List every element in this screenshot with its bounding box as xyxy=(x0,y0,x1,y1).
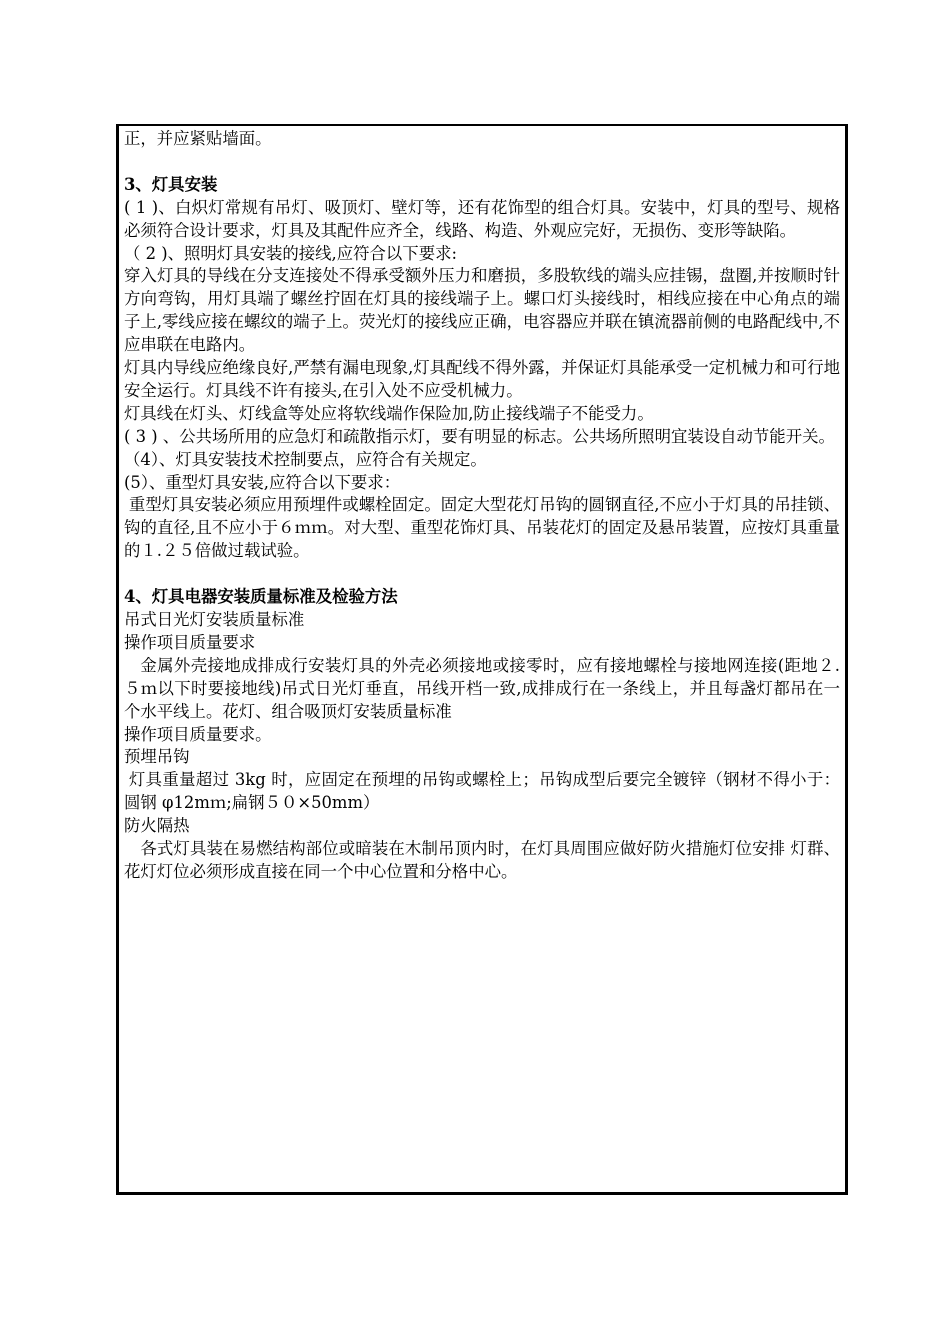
blank-line xyxy=(124,151,840,174)
paragraph: 正，并应紧贴墙面。 xyxy=(124,129,272,148)
paragraph: ( 1 )、白炽灯常规有吊灯、吸顶灯、壁灯等，还有花饰型的组合灯具。安装中，灯具的型号、规格必须符合设计要求，灯具及其配件应齐全，线路、构造、外观应完好，无损伤、变形等缺陷。 xyxy=(124,197,840,240)
paragraph: 操作项目质量要求。 xyxy=(124,724,272,744)
paragraph: 灯具内导线应绝缘良好,严禁有漏电现象,灯具配线不得外露，并保证灯具能承受一定机械力和可行地安全运行。灯具线不许有接头,在引入处不应受机械力。 xyxy=(124,358,840,400)
paragraph: 灯具重量超过 3kg 时，应固定在预埋的吊钩或螺栓上；吊钩成型后要完全镀锌（钢材不得小于：圆钢 φ12mｍ;扁钢５０×50mm） xyxy=(124,770,840,813)
paragraph: 重型灯具安装必须应用预埋件或螺栓固定。固定大型花灯吊钩的圆钢直径,不应小于灯具的吊挂锁、钩的直径,且不应小于６ｍｍ。对大型、重型花饰灯具、吊装花灯的固定及悬吊装置，应按灯具重量的１.２５倍做过载试验。 xyxy=(124,495,840,561)
section-heading-3: 3、灯具安装 xyxy=(124,174,218,194)
blank-line xyxy=(124,563,840,586)
paragraph: 穿入灯具的导线在分支连接处不得承受额外压力和磨损，多股软线的端头应挂锡，盘圈,并按顺时针方向弯钩，用灯具端了螺丝拧固在灯具的接线端子上。螺口灯头接线时，相线应接在中心角点的端子上,零线应接在螺纹的端子上。荧光灯的接线应正确，电容器应并联在镇流器前侧的电路配线中,不应串联在电路内。 xyxy=(124,266,840,355)
paragraph: 吊式日光灯安装质量标准 xyxy=(124,610,305,629)
paragraph: 预埋吊钩 xyxy=(124,747,190,767)
paragraph: （ 2 )、照明灯具安装的接线,应符合以下要求: xyxy=(124,243,458,263)
paragraph: (5）、重型灯具安装,应符合以下要求： xyxy=(124,472,401,492)
paragraph: ( 3 ) 、公共场所用的应急灯和疏散指示灯，要有明显的标志。公共场所照明宜装设自动节能开关。 xyxy=(124,426,835,446)
section-heading-4: 4、灯具电器安装质量标准及检验方法 xyxy=(124,587,398,607)
paragraph: 各式灯具装在易燃结构部位或暗装在木制吊顶内时，在灯具周围应做好防火措施灯位安排 灯群、花灯灯位必须形成直接在同一个中心位置和分格中心。 xyxy=(124,839,840,881)
paragraph: 灯具线在灯头、灯线盒等处应将软线端作保险加,防止接线端子不能受力。 xyxy=(124,403,654,423)
paragraph: 防火隔热 xyxy=(124,816,190,836)
paragraph: 金属外壳接地成排成行安装灯具的外壳必须接地或接零时，应有接地螺栓与接地网连接(距地２.５ｍ以下时要接地线)吊式日光灯垂直，吊线开档一致,成排成行在一条线上，并且每盏灯都吊在一个水平线上。花灯、组合吸顶灯安装质量标准 xyxy=(124,655,840,721)
paragraph: 操作项目质量要求 xyxy=(124,632,256,652)
paragraph: （4）、灯具安装技术控制要点，应符合有关规定。 xyxy=(124,449,487,469)
document-body xyxy=(124,128,840,884)
